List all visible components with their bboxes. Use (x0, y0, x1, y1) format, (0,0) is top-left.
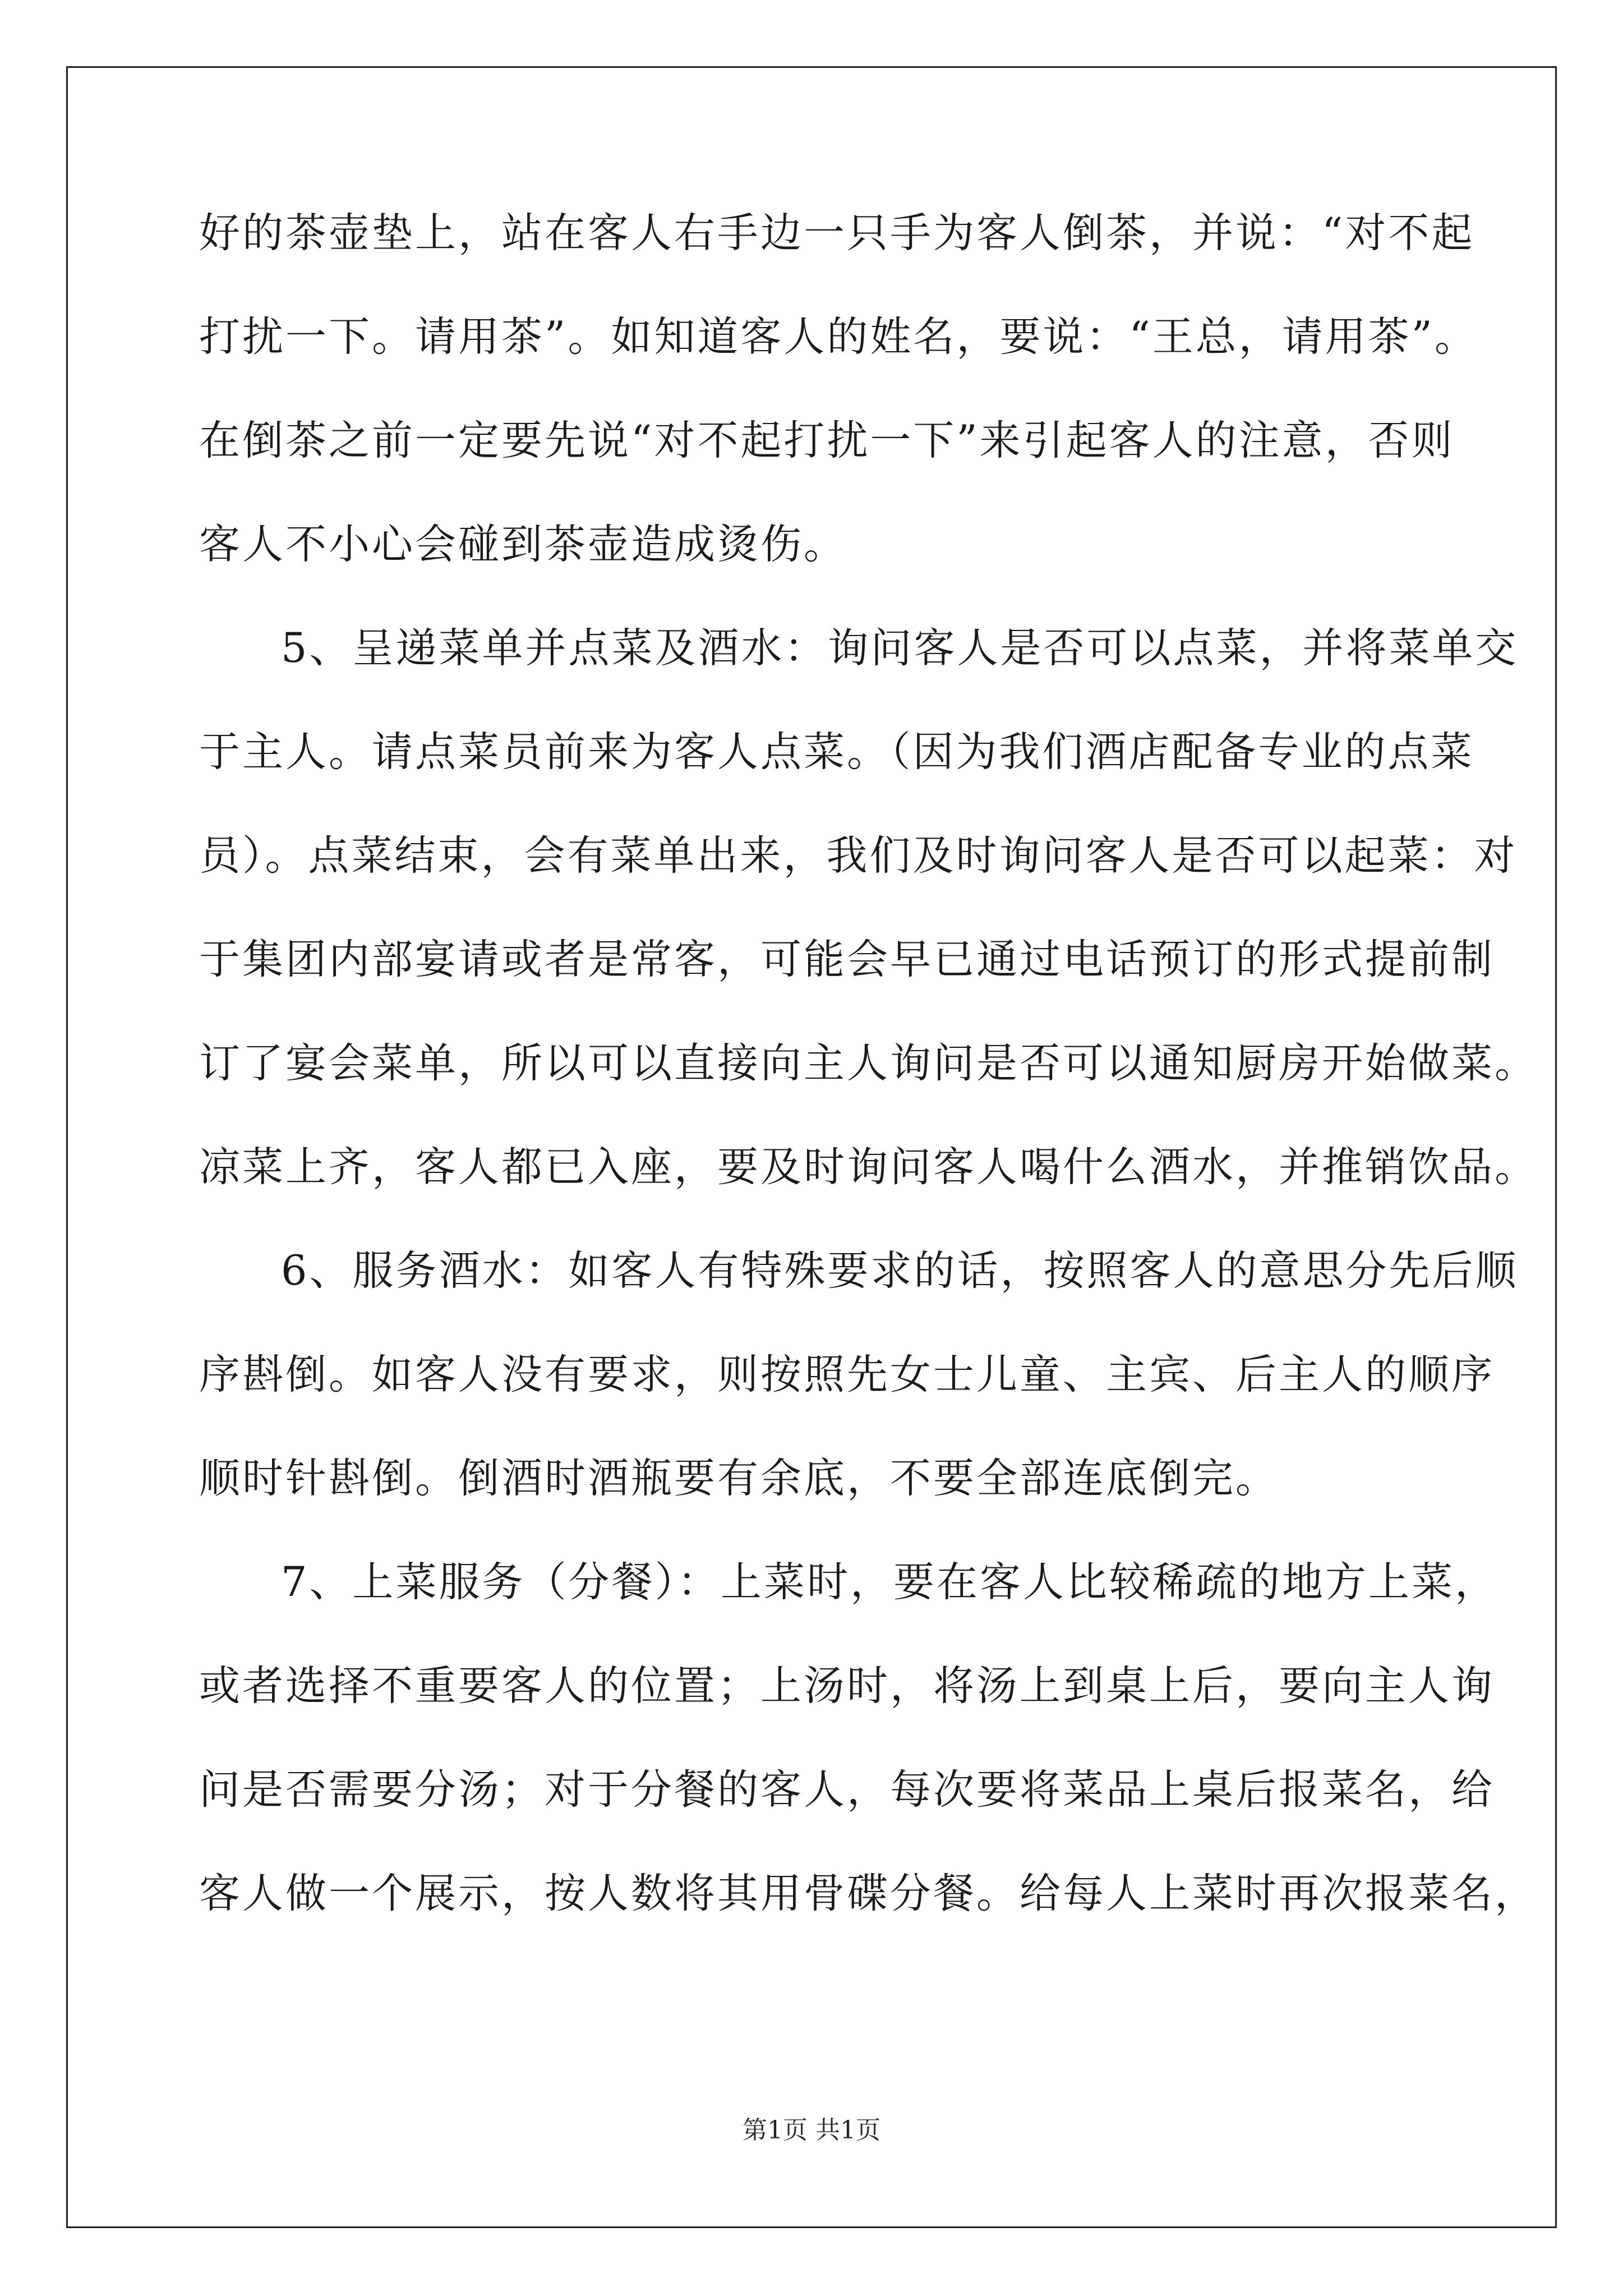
text-line: 好的茶壶垫上，站在客人右手边一只手为客人倒茶，并说：“对不起 (199, 209, 1475, 257)
text-line: 5、呈递菜单并点菜及酒水：询问客人是否可以点菜，并将菜单交 (281, 624, 1519, 672)
text-line: 订了宴会菜单，所以可以直接向主人询问是否可以通知厨房开始做菜。 (199, 1039, 1538, 1087)
text-line: 于集团内部宴请或者是常客，可能会早已通过电话预订的形式提前制 (199, 936, 1495, 983)
text-line: 凉菜上齐，客人都已入座，要及时询问客人喝什么酒水，并推销饮品。 (199, 1143, 1538, 1191)
text-line: 客人做一个展示，按人数将其用骨碟分餐。给每人上菜时再次报菜名， (199, 1870, 1538, 1917)
text-line: 打扰一下。请用茶”。如知道客人的姓名，要说：“王总，请用茶”。 (199, 313, 1478, 361)
text-line: 或者选择不重要客人的位置；上汤时，将汤上到桌上后，要向主人询 (199, 1662, 1495, 1710)
text-line: 员）。点菜结束，会有菜单出来，我们及时询问客人是否可以起菜：对 (199, 832, 1518, 880)
page-number: 第1页 共1页 (743, 2116, 880, 2145)
text-line: 序斟倒。如客人没有要求，则按照先女士儿童、主宾、后主人的顺序 (199, 1351, 1495, 1398)
text-line: 客人不小心会碰到茶壶造成烫伤。 (199, 521, 847, 568)
text-line: 问是否需要分汤；对于分餐的客人，每次要将菜品上桌后报菜名，给 (199, 1766, 1495, 1814)
text-line: 7、上菜服务（分餐）：上菜时，要在客人比较稀疏的地方上菜， (281, 1558, 1498, 1606)
text-line: 于主人。请点菜员前来为客人点菜。（因为我们酒店配备专业的点菜 (199, 728, 1474, 776)
text-line: 在倒茶之前一定要先说“对不起打扰一下”来引起客人的注意，否则 (199, 417, 1455, 464)
text-line: 6、服务酒水：如客人有特殊要求的话，按照客人的意思分先后顺 (281, 1247, 1519, 1295)
text-line: 顺时针斟倒。倒酒时酒瓶要有余底，不要全部连底倒完。 (199, 1455, 1279, 1502)
